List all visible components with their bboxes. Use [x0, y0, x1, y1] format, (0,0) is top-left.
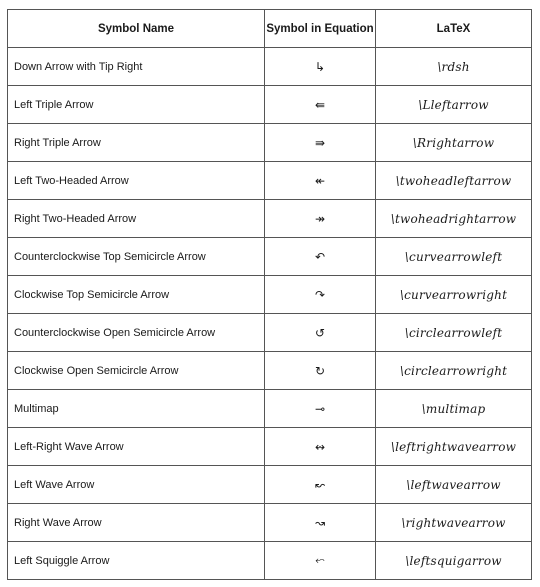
symbol-glyph-cell: ↝ — [265, 504, 376, 542]
symbol-name-cell: Left Squiggle Arrow — [8, 542, 265, 580]
symbol-name-cell: Clockwise Open Semicircle Arrow — [8, 352, 265, 390]
symbol-glyph-cell: ⇚ — [265, 86, 376, 124]
latex-command-cell: \multimap — [376, 390, 532, 428]
symbol-glyph-cell: ↭ — [265, 428, 376, 466]
table-row — [8, 124, 532, 162]
table-row — [8, 276, 532, 314]
table-row — [8, 466, 532, 504]
table-row — [8, 352, 532, 390]
latex-command-cell: \twoheadrightarrow — [376, 200, 532, 238]
table-row — [8, 238, 532, 276]
symbol-glyph-cell: ↳ — [265, 48, 376, 86]
latex-command-cell: \leftsquigarrow — [376, 542, 532, 580]
symbol-glyph-cell: ↷ — [265, 276, 376, 314]
symbol-name-cell: Left Triple Arrow — [8, 86, 265, 124]
latex-command-cell: \Rrightarrow — [376, 124, 532, 162]
header-latex: LaTeX — [376, 10, 532, 48]
symbol-name-cell: Right Wave Arrow — [8, 504, 265, 542]
table-row — [8, 162, 532, 200]
header-symbol-in-equation: Symbol in Equation — [265, 10, 376, 48]
symbol-name-cell: Right Triple Arrow — [8, 124, 265, 162]
header-symbol-name: Symbol Name — [8, 10, 265, 48]
symbol-name-cell: Right Two-Headed Arrow — [8, 200, 265, 238]
symbol-glyph-cell: ⇛ — [265, 124, 376, 162]
symbol-name-cell: Left Wave Arrow — [8, 466, 265, 504]
symbol-glyph-cell: ↶ — [265, 238, 376, 276]
symbol-name-cell: Multimap — [8, 390, 265, 428]
table-row — [8, 314, 532, 352]
table-row — [8, 48, 532, 86]
symbol-name-cell: Left Two-Headed Arrow — [8, 162, 265, 200]
latex-command-cell: \twoheadleftarrow — [376, 162, 532, 200]
symbol-name-cell: Counterclockwise Top Semicircle Arrow — [8, 238, 265, 276]
header-row — [8, 10, 532, 48]
table-row — [8, 86, 532, 124]
latex-command-cell: \Lleftarrow — [376, 86, 532, 124]
symbol-glyph-cell: ⬿ — [265, 542, 376, 580]
latex-command-cell: \curvearrowright — [376, 276, 532, 314]
table-row — [8, 542, 532, 580]
table-row — [8, 504, 532, 542]
latex-command-cell: \rdsh — [376, 48, 532, 86]
symbol-name-cell: Counterclockwise Open Semicircle Arrow — [8, 314, 265, 352]
latex-command-cell: \rightwavearrow — [376, 504, 532, 542]
latex-command-cell: \circlearrowright — [376, 352, 532, 390]
symbol-glyph-cell: ↠ — [265, 200, 376, 238]
table-header — [8, 10, 532, 48]
table-row — [8, 390, 532, 428]
symbol-table — [7, 9, 532, 580]
table-row — [8, 200, 532, 238]
latex-command-cell: \leftwavearrow — [376, 466, 532, 504]
symbol-glyph-cell: ↞ — [265, 162, 376, 200]
latex-command-cell: \curvearrowleft — [376, 238, 532, 276]
symbol-glyph-cell: ↺ — [265, 314, 376, 352]
table-row — [8, 428, 532, 466]
table-body — [8, 48, 532, 580]
latex-command-cell: \circlearrowleft — [376, 314, 532, 352]
symbol-name-cell: Clockwise Top Semicircle Arrow — [8, 276, 265, 314]
symbol-glyph-cell: ↜ — [265, 466, 376, 504]
symbol-name-cell: Left-Right Wave Arrow — [8, 428, 265, 466]
symbol-name-cell: Down Arrow with Tip Right — [8, 48, 265, 86]
symbol-glyph-cell: ⊸ — [265, 390, 376, 428]
symbol-glyph-cell: ↻ — [265, 352, 376, 390]
latex-command-cell: \leftrightwavearrow — [376, 428, 532, 466]
